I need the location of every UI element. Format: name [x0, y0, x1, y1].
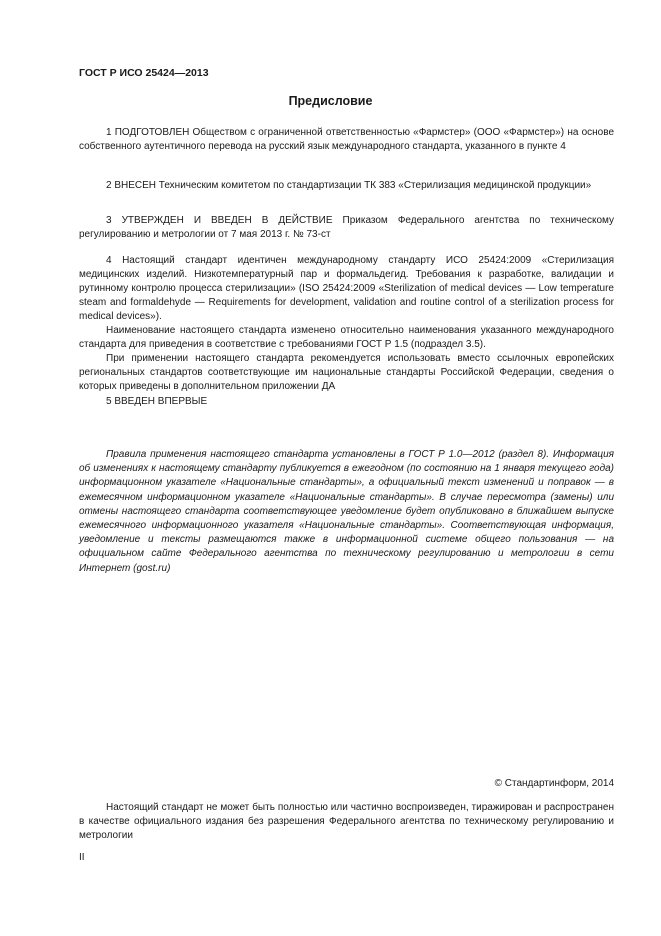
page-number: II — [79, 852, 85, 863]
paragraph-4-references: При применении настоящего стандарта рекомендуется использовать вместо ссылочных европейских региональных стандартов соответствующие им национальные стандарты Российской Федерации, сведения о которых приведены в дополнительном приложении ДА — [79, 353, 614, 392]
paragraph-3: 3 УТВЕРЖДЕН И ВВЕДЕН В ДЕЙСТВИЕ Приказом Федерального агентства по техническому регулированию и метрологии от 7 мая 2013 г. № 73-ст — [79, 215, 614, 240]
paragraph-4-note: Наименование настоящего стандарта изменено относительно наименования указанного международного стандарта для приведения в соответствие с требованиями ГОСТ Р 1.5 (подраздел 3.5). — [79, 325, 614, 350]
preface-item-4 — [79, 254, 614, 394]
preface-item-2 — [79, 179, 614, 193]
reproduction-notice: Настоящий стандарт не может быть полностью или частично воспроизведен, тиражирован и распространен в качестве официального издания без разрешения Федерального агентства по техническому регулированию и метрологии — [79, 802, 614, 841]
paragraph-1: 1 ПОДГОТОВЛЕН Обществом с ограниченной ответственностью «Фармстер» (ООО «Фармстер») на основе собственного аутентичного перевода на русский язык международного стандарта, указанного в пункте 4 — [79, 127, 614, 152]
preface-item-1 — [79, 126, 614, 154]
copyright: © Стандартинформ, 2014 — [494, 778, 614, 789]
preface-item-3 — [79, 214, 614, 242]
section-title: Предисловие — [288, 94, 373, 108]
paragraph-2: 2 ВНЕСЕН Техническим комитетом по стандартизации ТК 383 «Стерилизация медицинской продукции» — [106, 180, 592, 191]
document-header: ГОСТ Р ИСО 25424—2013 — [79, 67, 209, 79]
paragraph-5: 5 ВВЕДЕН ВПЕРВЫЕ — [106, 396, 208, 407]
preface-item-5 — [79, 395, 614, 409]
usage-notice: Правила применения настоящего стандарта установлены в ГОСТ Р 1.0—2012 (раздел 8). Информация об изменениях к настоящему стандарту публикуется в ежегодном (по состоянию на 1 января текущего года) информационном указателе «Национальные стандарты», а официальный текст изменений и поправок — в ежемесячном информационном указателе «Национальные стандарты». В случае пересмотра (замены) или отмены настоящего стандарта соответствующее уведомление будет опубликовано в ближайшем выпуске ежемесячного информационного указателя «Национальные стандарты». Соответствующая информация, уведомление и тексты размещаются также в информационной системе общего пользования — на официальном сайте Федерального агентства по техническому регулированию и метрологии в сети Интернет (gost.ru) — [79, 449, 614, 574]
paragraph-4: 4 Настоящий стандарт идентичен международному стандарту ИСО 25424:2009 «Стерилизация медицинских изделий. Низкотемпературный пар и формальдегид. Требования к разработке, валидации и рутинному контролю процесса стерилизации» (ISO 25424:2009 «Sterilization of medical devices — Low temperature steam and formaldehyde — Requirements for development, validation and routine control of a sterilization process for medical devices»). — [79, 255, 614, 322]
